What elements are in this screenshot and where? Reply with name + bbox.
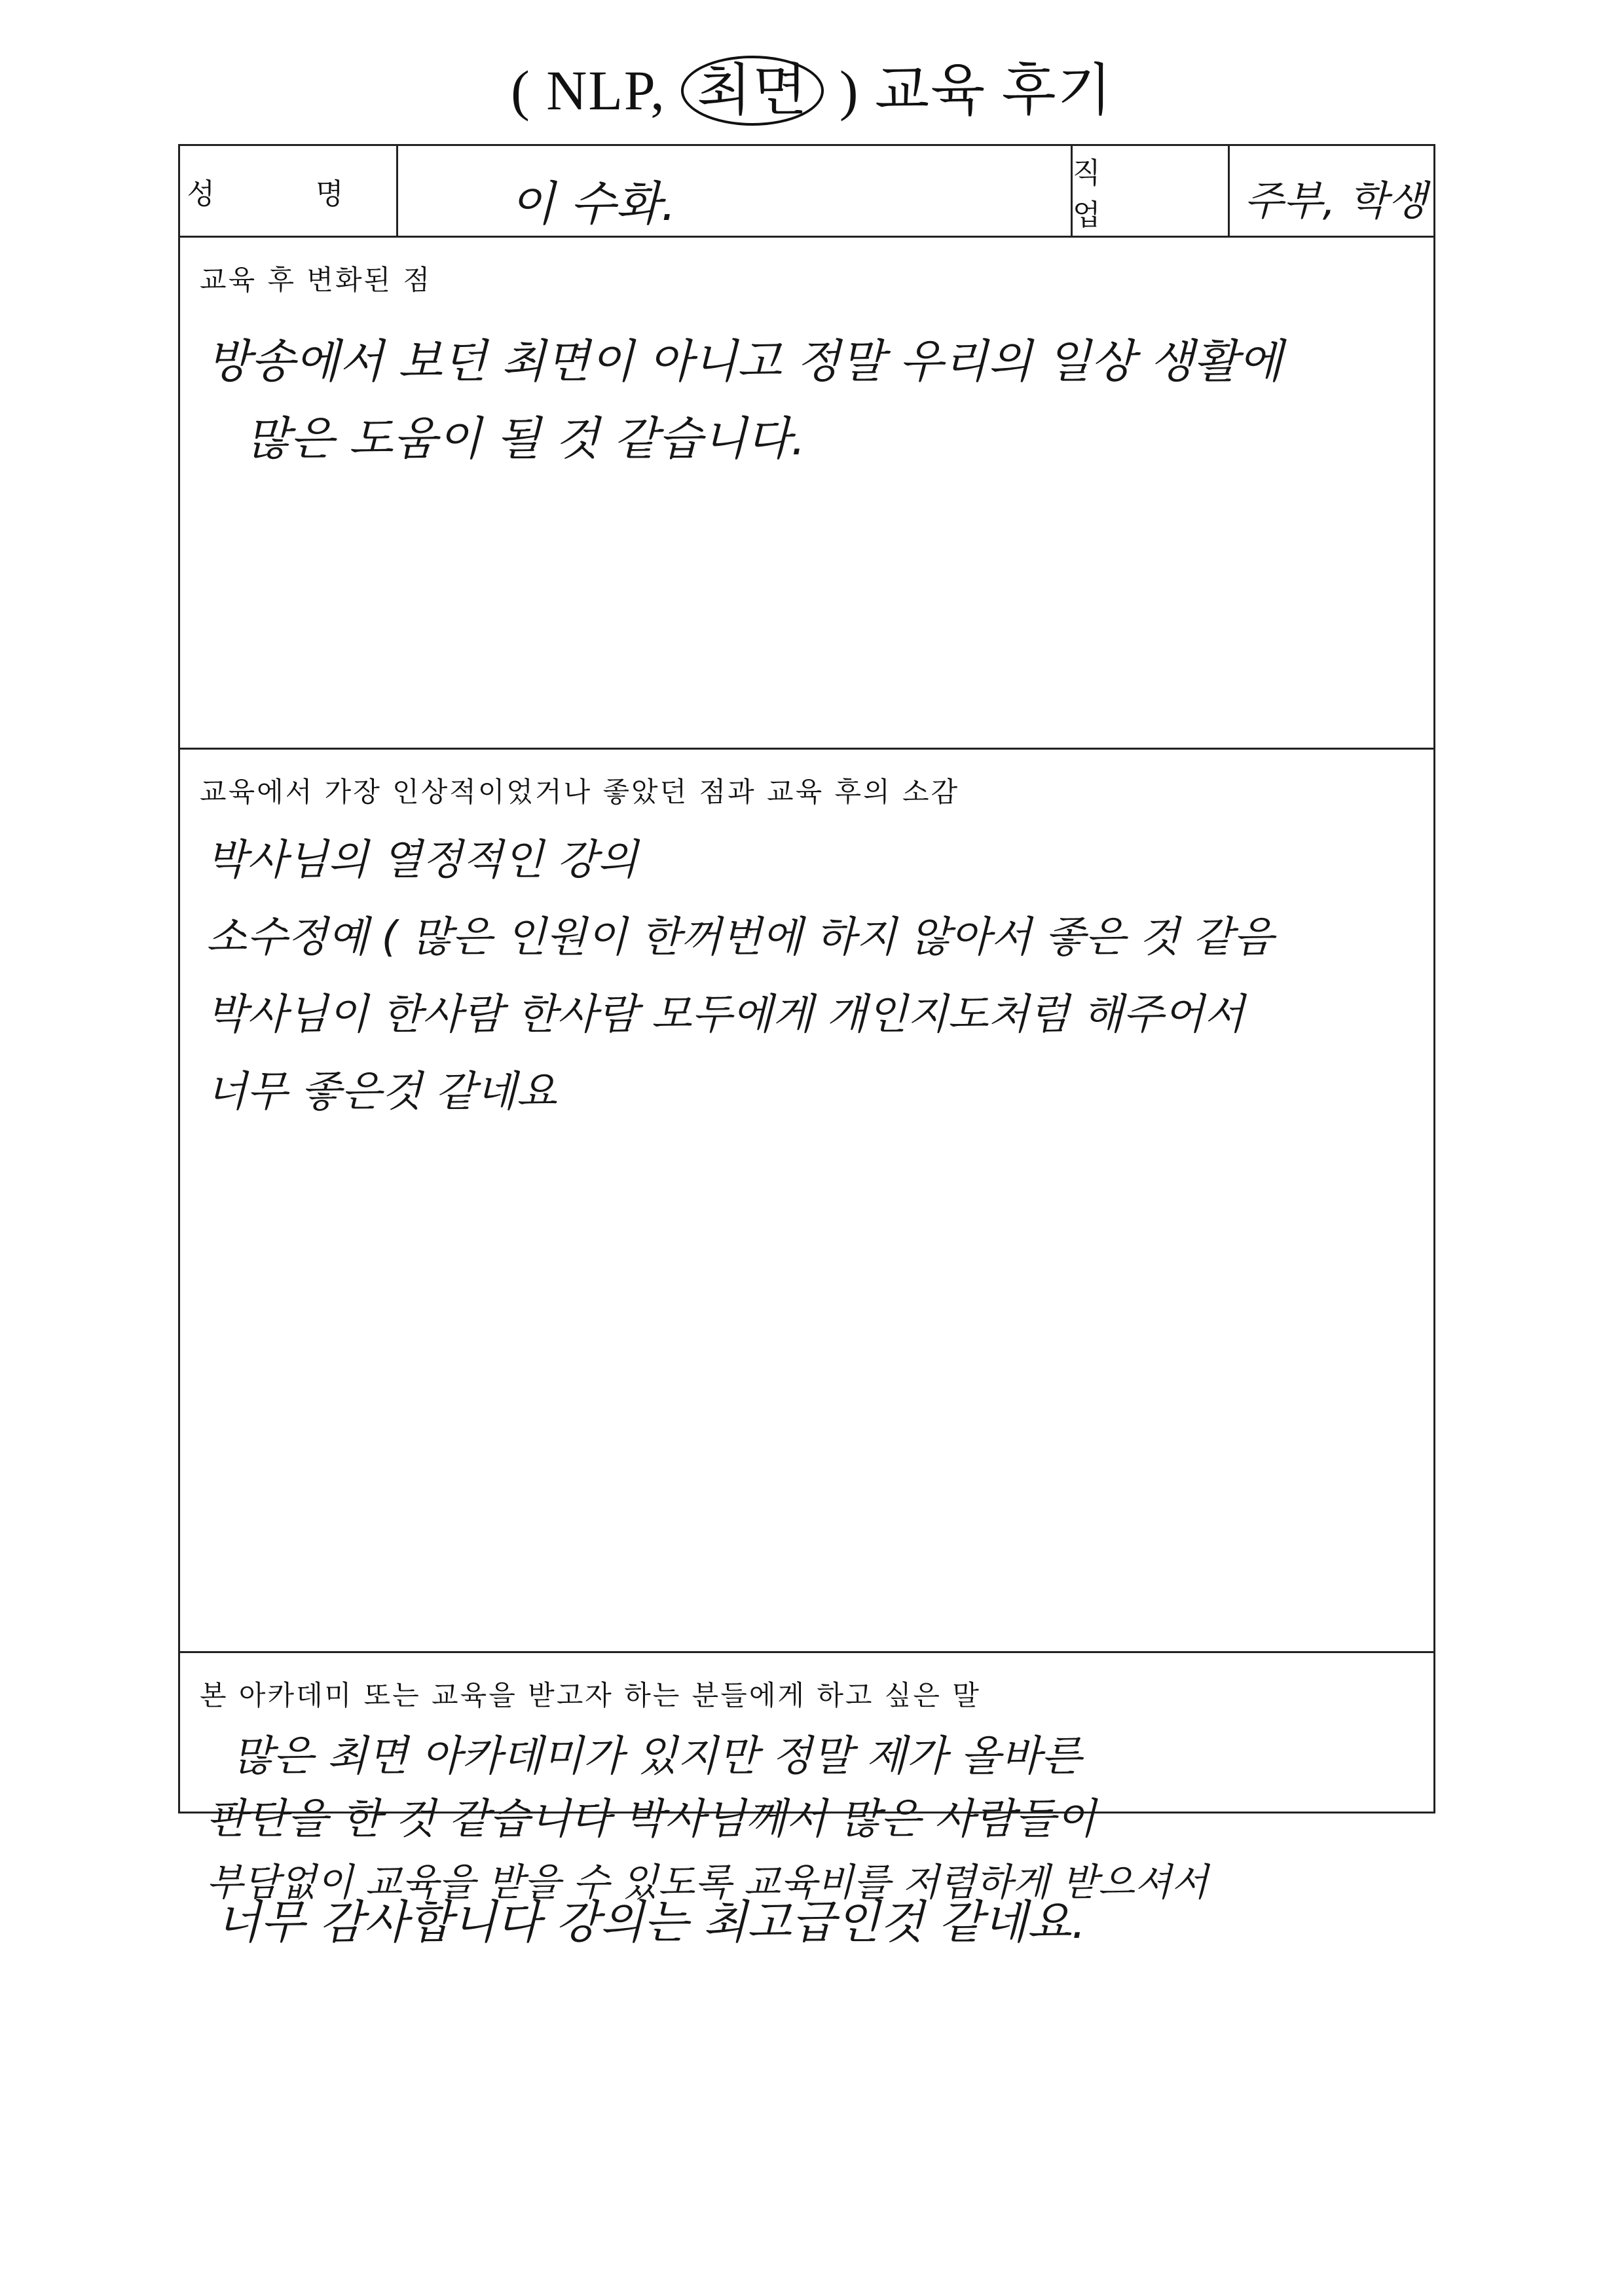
- review-form: [178, 144, 1435, 1904]
- answer-line: 너무 좋은것 같네요: [206, 1068, 557, 1116]
- answer-line: 부담없이 교육을 받을 수 있도록 교육비를 저렴하게 받으셔서: [206, 1860, 1208, 1904]
- answer-line: 소수정예 ( 많은 인원이 한꺼번에 하지 않아서 좋은 것 같음: [206, 913, 1274, 962]
- page-title: [0, 45, 1624, 126]
- title-prefix: ( NLP,: [511, 59, 682, 122]
- section-impressions-answer[interactable]: [206, 822, 1420, 1131]
- section-advice: [180, 1653, 1433, 1904]
- answer-line: 많은 최면 아카데미가 있지만 정말 제가 올바른: [232, 1732, 1082, 1781]
- answer-line: 박사님의 열정적인 강의: [206, 836, 638, 884]
- answer-line: 많은 도움이 될 것 같습니다.: [246, 412, 806, 465]
- job-value: 주부, 학생: [1244, 177, 1427, 225]
- section-changes: [180, 238, 1433, 750]
- name-field[interactable]: [396, 146, 1071, 236]
- section-changes-answer[interactable]: [206, 323, 1420, 477]
- answer-line: 방송에서 보던 최면이 아니고 정말 우리의 일상 생활에: [206, 335, 1283, 388]
- name-label: 성 명: [187, 177, 390, 211]
- section-impressions: [180, 750, 1433, 1653]
- title-circled-word: 최면: [681, 56, 824, 126]
- title-suffix: ) 교육 후기: [824, 59, 1113, 122]
- header-row: [180, 146, 1433, 238]
- job-label: 직 업: [1071, 146, 1228, 236]
- name-value: 이 수화.: [509, 176, 676, 231]
- section-changes-heading: 교육 후 변화된 점: [200, 264, 432, 296]
- section-advice-heading: 본 아카데미 또는 교육을 받고자 하는 분들에게 하고 싶은 말: [200, 1679, 981, 1711]
- section-impressions-heading: 교육에서 가장 인상적이었거나 좋았던 점과 교육 후의 소감: [200, 776, 960, 808]
- answer-line: 판단을 한 것 같습니다 박사님께서 많은 사람들이: [206, 1795, 1096, 1844]
- after-form-text: 너무 감사합니다 강의는 최고급인것 같네요.: [216, 1895, 1086, 1949]
- answer-line: 박사님이 한사람 한사람 모두에게 개인지도처럼 해주어서: [206, 991, 1245, 1039]
- job-field[interactable]: [1228, 146, 1433, 236]
